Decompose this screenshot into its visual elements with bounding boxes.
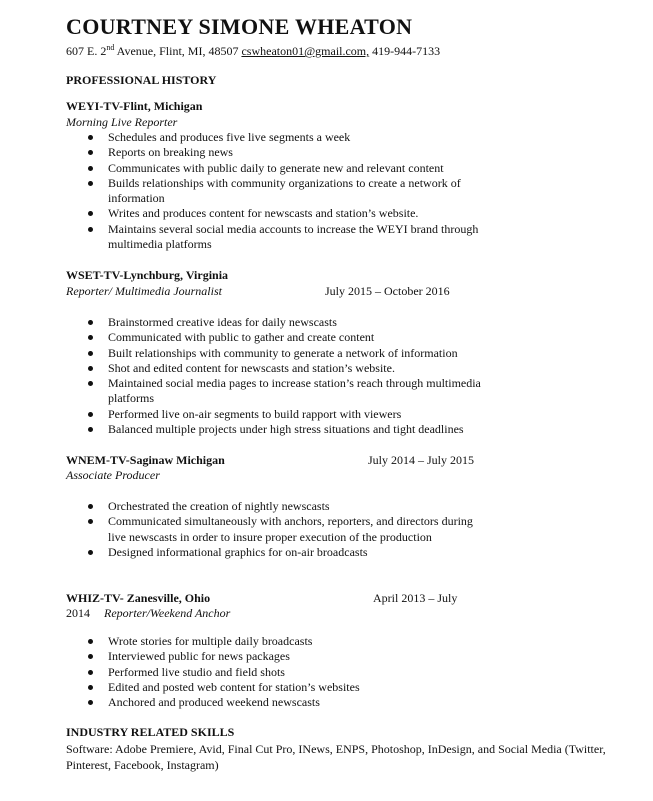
job-bullets <box>83 130 488 252</box>
list-item: Built relationships with community to generate a network of information <box>83 346 488 361</box>
address: 607 E. 2 <box>66 44 107 58</box>
list-item: Balanced multiple projects under high stress situations and tight deadlines <box>83 422 488 437</box>
list-item: Designed informational graphics for on-air broadcasts <box>83 545 488 560</box>
list-item: Wrote stories for multiple daily broadcasts <box>83 634 488 649</box>
job-role: Reporter/ Multimedia Journalist <box>66 284 222 298</box>
job-dates: July 2014 – July 2015 <box>368 453 475 467</box>
list-item: Brainstormed creative ideas for daily newscasts <box>83 315 488 330</box>
list-item: Writes and produces content for newscasts and station’s website. <box>83 206 488 221</box>
skills-text: Software: Adobe Premiere, Avid, Final Cut Pro, INews, ENPS, Photoshop, InDesign, and Social Media (Twitter, Pinterest, Facebook, Instagram) <box>66 742 606 772</box>
job-dates-continued: 2014 <box>66 606 90 620</box>
job-station: WSET-TV-Lynchburg, Virginia <box>66 268 229 282</box>
list-item: Reports on breaking news <box>83 145 488 160</box>
job-station: WNEM-TV-Saginaw Michigan <box>66 453 225 467</box>
job-dates: April 2013 – July <box>373 591 458 605</box>
job-bullets <box>83 634 488 710</box>
address-ordinal: nd <box>106 43 115 52</box>
job-bullets <box>83 315 488 437</box>
job-role: Morning Live Reporter <box>66 115 178 129</box>
list-item: Edited and posted web content for station’s websites <box>83 680 488 695</box>
section-title-professional-history: PROFESSIONAL HISTORY <box>66 73 217 87</box>
list-item: Performed live studio and field shots <box>83 665 488 680</box>
job-dates: July 2015 – October 2016 <box>325 284 450 298</box>
candidate-name: COURTNEY SIMONE WHEATON <box>66 14 413 39</box>
list-item: Orchestrated the creation of nightly newscasts <box>83 499 488 514</box>
list-item: Communicated with public to gather and create content <box>83 330 488 345</box>
list-item: Performed live on-air segments to build rapport with viewers <box>83 407 488 422</box>
list-item: Builds relationships with community organizations to create a network of information <box>83 176 488 207</box>
list-item: Shot and edited content for newscasts and station’s website. <box>83 361 488 376</box>
phone: 419-944-7133 <box>372 44 441 58</box>
list-item: Communicated simultaneously with anchors, reporters, and directors during live newscasts in order to insure proper execution of the production <box>83 514 488 545</box>
job-role: Reporter/Weekend Anchor <box>104 606 231 620</box>
list-item: Maintained social media pages to increase station’s reach through multimedia platforms <box>83 376 488 407</box>
section-title-skills: INDUSTRY RELATED SKILLS <box>66 725 235 739</box>
list-item: Communicates with public daily to generate new and relevant content <box>83 161 488 176</box>
contact-line <box>66 44 440 59</box>
address-rest: Avenue, Flint, MI, 48507 <box>114 44 239 58</box>
job-station: WHIZ-TV- Zanesville, Ohio <box>66 591 211 605</box>
email-link[interactable]: cswheaton01@gmail.com, <box>241 44 370 58</box>
list-item: Interviewed public for news packages <box>83 649 488 664</box>
job-bullets <box>83 499 488 560</box>
list-item: Schedules and produces five live segments a week <box>83 130 488 145</box>
job-role: Associate Producer <box>66 468 160 482</box>
list-item: Anchored and produced weekend newscasts <box>83 695 488 710</box>
job-station: WEYI-TV-Flint, Michigan <box>66 99 203 113</box>
list-item: Maintains several social media accounts to increase the WEYI brand through multimedia platforms <box>83 222 488 253</box>
